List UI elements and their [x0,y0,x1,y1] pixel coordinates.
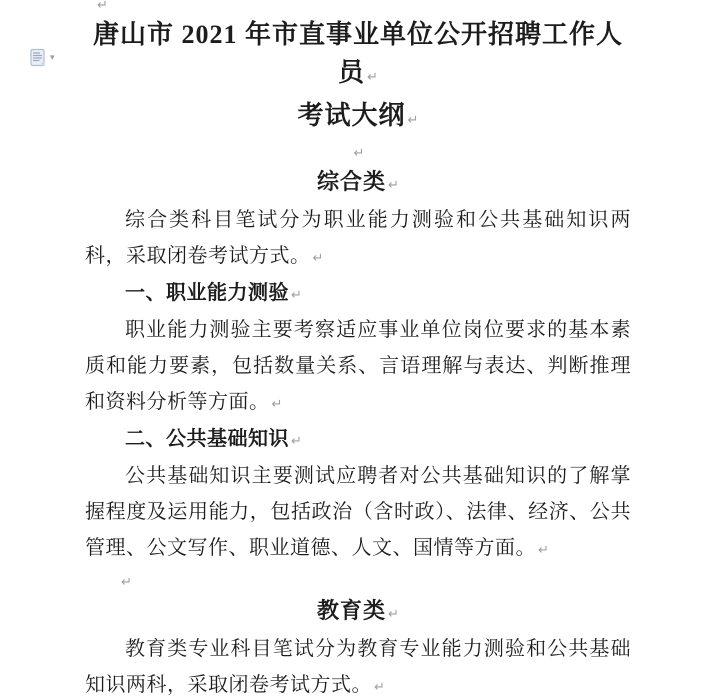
subheading-text: 一、职业能力测验 [125,282,289,304]
paragraph-mark: ↵ [271,397,283,412]
paragraph-text: 职业能力测验主要考察适应事业单位岗位要求的基本素质和能力要素，包括数量关系、言语理解与表达、判断推理和资料分析等方面。 [85,319,631,413]
paragraph-mark: ↵ [538,543,549,558]
paragraph-mark: ↵ [388,607,399,622]
empty-paragraph [85,140,631,166]
paragraph-text: 教育类专业科目笔试分为教育专业能力测验和公共基础知识两科，采取闭卷考试方式。 [85,638,631,696]
paragraph-mark: ↵ [388,178,399,193]
empty-paragraph [85,569,631,595]
document-content [0,16,713,700]
subheading-occupational-ability [85,277,631,312]
paragraph-mark: ↵ [353,146,365,161]
paste-options-button[interactable] [30,48,55,73]
chevron-down-icon[interactable]: ▾ [50,53,55,63]
paragraph-comprehensive-intro [85,202,631,277]
paragraph-occupational-ability [85,312,631,423]
paragraph-mark: ↵ [97,0,108,13]
section-heading-text: 综合类 [317,169,387,194]
paragraph-mark: ↵ [374,680,385,695]
paragraph-text: 综合类科目笔试分为职业能力测验和公共基础知识两科，采取闭卷考试方式。 [85,209,631,267]
subheading-public-basic-knowledge [85,423,631,458]
section-heading-comprehensive [85,166,631,202]
paragraph-mark: ↵ [407,113,419,128]
title-line-2: 考试大纲 [297,101,406,130]
paragraph-mark: ↵ [121,575,132,590]
paragraph-mark: ↵ [291,288,302,303]
paragraph-mark: ↵ [291,434,302,449]
title-line-1: 唐山市 2021 年市直事业单位公开招聘工作人员 [92,20,623,87]
paste-options-icon[interactable] [30,48,47,73]
paragraph-mark: ↵ [367,70,378,85]
subheading-text: 二、公共基础知识 [125,428,289,450]
section-heading-education [85,595,631,631]
paragraph-mark: ↵ [312,251,324,266]
paragraph-education-intro [85,631,631,700]
paragraph-text: 公共基础知识主要测试应聘者对公共基础知识的了解掌握程度及运用能力，包括政治（含时政）、法律、经济、公共管理、公文写作、职业道德、人文、国情等方面。 [85,465,631,559]
section-heading-text: 教育类 [317,598,387,623]
document-title [85,16,631,140]
paragraph-public-basic-knowledge [85,458,631,569]
